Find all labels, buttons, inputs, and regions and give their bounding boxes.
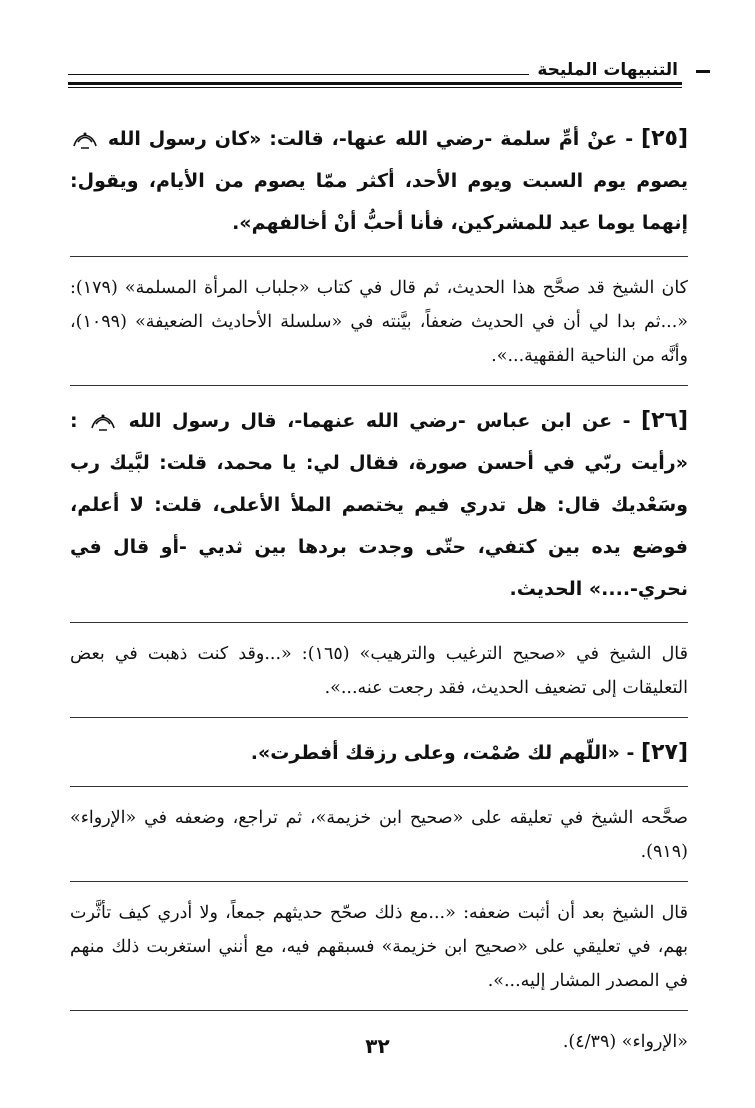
header-rule-thick	[68, 82, 682, 85]
header-rule-thin	[68, 87, 682, 88]
commentary-paragraph: قال الشيخ بعد أن أثبت ضعفه: «...مع ذلك صحّح حديثهم جمعاً، ولا أدري كيف تأثَّرت بهم، في تعليقي على «صحيح ابن خزيمة» فسبقهم فيه، مع أنني استغربت ذلك منهم في المصدر المشار إليه...».	[70, 903, 688, 991]
citation-line: «الإرواء» (٤/٣٩).	[562, 1032, 688, 1052]
hadith-text: - عنْ أمِّ سلمة -رضي الله عنها-، قالت: «كان رسول الله	[100, 128, 642, 150]
hadith-text: - عن ابن عباس -رضي الله عنهما-، قال رسول الله	[118, 410, 642, 432]
book-title: التنبيهات المليحة	[529, 60, 682, 80]
separator-line	[70, 256, 688, 257]
page-number: ٣٢	[365, 1034, 390, 1058]
hadith-27	[70, 732, 688, 774]
separator-line	[70, 717, 688, 718]
entry-number-26: [٢٦]	[641, 408, 688, 433]
entry-number-27: [٢٧]	[641, 740, 688, 765]
commentary-paragraph: قال الشيخ في «صحيح الترغيب والترهيب» (١٦٥): «...وقد كنت ذهبت في بعض التعليقات إلى تضعيف الحديث، فقد رجعت عنه...».	[70, 644, 689, 698]
entry-number-25: [٢٥]	[641, 126, 688, 151]
separator-line	[70, 385, 688, 386]
separator-line	[70, 881, 688, 882]
running-header	[68, 58, 682, 88]
hadith-text: : «رأيت ربّي في أحسن صورة، فقال لي: يا محمد، قلت: لبَّيك رب وسَعْديك قال: هل تدري فيم يختصم الملأ الأعلى، قلت: لا أعلم، فوضع يده بين كتفي، حتّى وجدت بردها بين ثديي -أو قال في نحري-....» الحديث.	[70, 410, 688, 600]
page-body	[70, 118, 688, 1059]
separator-line	[70, 786, 688, 787]
separator-line	[70, 622, 688, 623]
separator-line	[70, 1010, 688, 1011]
hadith-25	[70, 118, 688, 244]
commentary-paragraph: صحَّحه الشيخ في تعليقه على «صحيح ابن خزيمة»، ثم تراجع، وضعفه في «الإرواء» (٩١٩).	[70, 808, 688, 862]
header-dash	[696, 70, 710, 73]
header-rule-top	[68, 74, 552, 75]
hadith-26	[70, 400, 688, 610]
hadith-text: - «اللّهم لك صُمْت، وعلى رزقك أفطرت».	[250, 742, 642, 764]
hadith-text: يصوم يوم السبت ويوم الأحد، أكثر ممّا يصوم من الأيام، ويقول: إنهما يوما عيد للمشركين، فأنا أحبُّ أنْ أخالفهم».	[70, 170, 688, 234]
salawat-seal-icon	[88, 410, 118, 434]
commentary-paragraph: كان الشيخ قد صحَّح هذا الحديث، ثم قال في كتاب «جلباب المرأة المسلمة» (١٧٩): «...ثم بدا لي أن في الحديث ضعفاً، بيَّنته في «سلسلة الأحاديث الضعيفة» (١٠٩٩)، وأنَّه من الناحية الفقهية...».	[70, 278, 688, 366]
salawat-seal-icon	[70, 128, 100, 152]
